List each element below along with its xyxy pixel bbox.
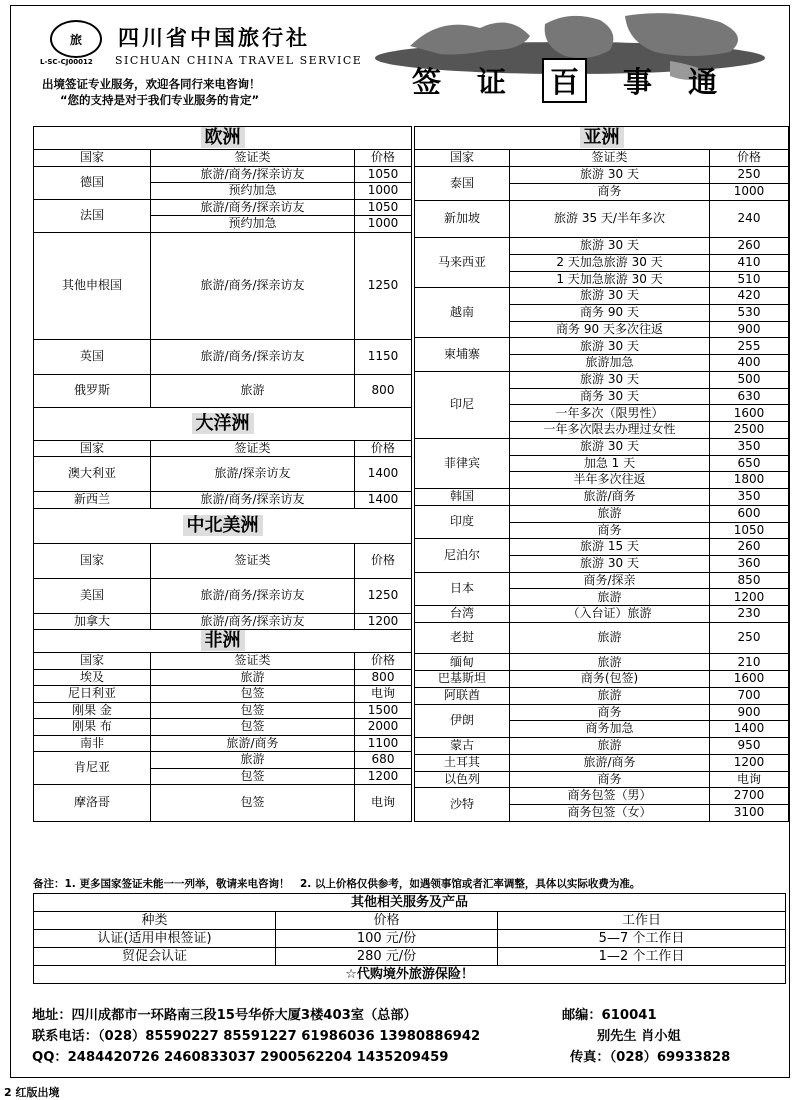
visa-cell: 包签 (151, 702, 355, 719)
visa-cell: 加急 1 天 (510, 455, 710, 472)
price-cell: 1250 (355, 578, 412, 613)
title-char: 证 (477, 64, 507, 99)
title-char: 百 (542, 58, 587, 103)
title-char: 签 (412, 64, 442, 99)
price-cell: 360 (710, 556, 789, 573)
visa-cell: 旅游加急 (510, 355, 710, 372)
col-header-price: 价格 (355, 440, 412, 457)
price-cell: 2500 (710, 422, 789, 439)
contact-block (32, 1005, 731, 1068)
title-char: 通 (688, 64, 718, 99)
price-cell: 350 (710, 489, 789, 506)
col-header-country: 国家 (34, 543, 151, 578)
visa-cell: （入台证）旅游 (510, 606, 710, 623)
visa-cell: 旅游 (151, 669, 355, 686)
right-price-table (414, 126, 789, 822)
col-header-price: 价格 (355, 653, 412, 670)
address: 地址：四川成都市一环路南三段15号华侨大厦3楼403室（总部） (32, 1008, 417, 1023)
left-price-table (33, 126, 412, 822)
price-cell: 500 (710, 371, 789, 388)
price-cell: 650 (710, 455, 789, 472)
postcode: 邮编：610041 (562, 1008, 657, 1023)
col-header-price: 价格 (355, 150, 412, 167)
country-cell: 巴基斯坦 (415, 671, 510, 688)
country-cell: 老挝 (415, 622, 510, 653)
visa-cell: 商务/探亲 (510, 572, 710, 589)
price-cell: 1800 (710, 472, 789, 489)
country-cell: 土耳其 (415, 754, 510, 771)
country-cell: 以色列 (415, 771, 510, 788)
country-cell: 德国 (34, 166, 151, 199)
price-cell: 1150 (355, 339, 412, 374)
section-title-africa: 非洲 (34, 630, 412, 653)
visa-cell: 商务 (510, 522, 710, 539)
price-cell: 1200 (710, 754, 789, 771)
country-cell: 澳大利亚 (34, 457, 151, 492)
country-cell: 俄罗斯 (34, 374, 151, 407)
country-cell: 菲律宾 (415, 438, 510, 488)
price-cell: 510 (710, 271, 789, 288)
col-header-visa: 签证类 (151, 150, 355, 167)
visa-cell: 包签 (151, 686, 355, 703)
country-cell: 蒙古 (415, 738, 510, 755)
brand-name: 四川省中国旅行社 (118, 25, 310, 50)
price-cell: 3100 (710, 805, 789, 822)
price-cell: 1100 (355, 735, 412, 752)
visa-cell: 旅游/探亲访友 (151, 457, 355, 492)
country-cell: 摩洛哥 (34, 785, 151, 822)
col-header-visa: 签证类 (151, 653, 355, 670)
visa-cell: 旅游/商务/探亲访友 (151, 578, 355, 613)
phone-numbers: 联系电话：（028）85590227 85591227 61986036 13980886942 (32, 1029, 481, 1044)
visa-cell: 预约加急 (151, 216, 355, 233)
price-cell: 530 (710, 305, 789, 322)
col-header-country: 国家 (34, 653, 151, 670)
visa-cell: 旅游 35 天/半年多次 (510, 200, 710, 238)
notes: 备注：1. 更多国家签证未能一一列举，敬请来电咨询！ 2. 以上价格仅供参考，如遇领事馆或者汇率调整，具体以实际收费为准。 (33, 878, 641, 890)
visa-cell: 旅游 (151, 752, 355, 769)
col-header-visa: 签证类 (510, 150, 710, 167)
country-cell: 新西兰 (34, 492, 151, 509)
country-cell: 其他申根国 (34, 232, 151, 339)
visa-cell: 旅游/商务/探亲访友 (151, 232, 355, 339)
price-cell: 电询 (355, 686, 412, 703)
col-header-country: 国家 (415, 150, 510, 167)
service-price: 280 元/份 (276, 948, 498, 966)
visa-cell: 商务 90 天 (510, 305, 710, 322)
country-cell: 阿联酋 (415, 687, 510, 704)
price-cell: 1250 (355, 232, 412, 339)
visa-cell: 旅游 (510, 622, 710, 653)
price-cell: 410 (710, 254, 789, 271)
other-header-type: 种类 (34, 912, 276, 930)
service-days: 1—2 个工作日 (498, 948, 786, 966)
price-cell: 1400 (710, 721, 789, 738)
country-cell: 英国 (34, 339, 151, 374)
price-cell: 1050 (355, 199, 412, 216)
country-cell: 马来西亚 (415, 238, 510, 288)
visa-cell: 商务 30 天 (510, 388, 710, 405)
country-cell: 泰国 (415, 167, 510, 200)
col-header-visa: 签证类 (151, 440, 355, 457)
country-cell: 尼泊尔 (415, 539, 510, 572)
price-cell: 1000 (355, 216, 412, 233)
price-cell: 250 (710, 167, 789, 184)
visa-cell: 旅游 30 天 (510, 556, 710, 573)
visa-cell: 包签 (151, 768, 355, 785)
visa-cell: 商务 (510, 183, 710, 200)
country-cell: 沙特 (415, 788, 510, 822)
price-cell: 230 (710, 606, 789, 623)
service-price: 100 元/份 (276, 930, 498, 948)
price-cell: 1600 (710, 405, 789, 422)
contact-persons: 别先生 肖小姐 (597, 1029, 681, 1044)
visa-cell: 旅游 30 天 (510, 338, 710, 355)
price-cell: 800 (355, 374, 412, 407)
visa-cell: 商务包签（男） (510, 788, 710, 805)
country-cell: 越南 (415, 288, 510, 338)
col-header-country: 国家 (34, 150, 151, 167)
visa-cell: 旅游 (510, 654, 710, 671)
price-cell: 1400 (355, 457, 412, 492)
price-cell: 255 (710, 338, 789, 355)
country-cell: 加拿大 (34, 613, 151, 630)
country-cell: 南非 (34, 735, 151, 752)
country-cell: 法国 (34, 199, 151, 232)
service-name: 认证(适用申根签证) (34, 930, 276, 948)
price-cell: 1050 (710, 522, 789, 539)
price-cell: 2700 (710, 788, 789, 805)
price-cell: 800 (355, 669, 412, 686)
price-cell: 1050 (355, 166, 412, 183)
country-cell: 尼日利亚 (34, 686, 151, 703)
visa-cell: 2 天加急旅游 30 天 (510, 254, 710, 271)
visa-cell: 旅游/商务 (151, 735, 355, 752)
price-cell: 900 (710, 704, 789, 721)
col-header-visa: 签证类 (151, 543, 355, 578)
country-cell: 台湾 (415, 606, 510, 623)
visa-cell: 旅游/商务 (510, 489, 710, 506)
visa-cell: 旅游 30 天 (510, 167, 710, 184)
price-cell: 950 (710, 738, 789, 755)
visa-cell: 商务加急 (510, 721, 710, 738)
country-cell: 刚果 金 (34, 702, 151, 719)
country-cell: 韩国 (415, 489, 510, 506)
visa-cell: 旅游/商务 (510, 754, 710, 771)
price-cell: 850 (710, 572, 789, 589)
slogan-line-1: 出境签证专业服务，欢迎各同行来电咨询！ (42, 77, 261, 91)
price-cell: 1200 (355, 613, 412, 630)
visa-cell: 半年多次往返 (510, 472, 710, 489)
section-title-oceania: 大洋洲 (34, 407, 412, 440)
price-cell: 2000 (355, 719, 412, 736)
price-cell: 700 (710, 687, 789, 704)
visa-cell: 旅游/商务/探亲访友 (151, 613, 355, 630)
country-cell: 美国 (34, 578, 151, 613)
price-cell: 1000 (355, 183, 412, 200)
price-cell: 电询 (355, 785, 412, 822)
price-cell: 1400 (355, 492, 412, 509)
service-name: 贸促会认证 (34, 948, 276, 966)
visa-cell: 商务包签（女） (510, 805, 710, 822)
visa-cell: 旅游 (510, 505, 710, 522)
visa-cell: 商务 (510, 771, 710, 788)
visa-cell: 包签 (151, 719, 355, 736)
price-cell: 1200 (355, 768, 412, 785)
price-cell: 250 (710, 622, 789, 653)
visa-cell: 旅游/商务/探亲访友 (151, 492, 355, 509)
service-days: 5—7 个工作日 (498, 930, 786, 948)
price-cell: 350 (710, 438, 789, 455)
license-number: L-SC-CJ00012 (40, 58, 93, 66)
country-cell: 缅甸 (415, 654, 510, 671)
country-cell: 印度 (415, 505, 510, 538)
visa-cell: 旅游 (510, 738, 710, 755)
visa-cell: 旅游 30 天 (510, 371, 710, 388)
visa-cell: 旅游/商务/探亲访友 (151, 199, 355, 216)
country-cell: 新加坡 (415, 200, 510, 238)
title-char: 事 (623, 64, 653, 99)
page-title (412, 62, 717, 98)
price-cell: 1500 (355, 702, 412, 719)
visa-cell: 旅游/商务/探亲访友 (151, 166, 355, 183)
visa-cell: 商务(包签) (510, 671, 710, 688)
visa-cell: 商务 90 天多次往返 (510, 321, 710, 338)
other-services-title: 其他相关服务及产品 (34, 894, 786, 912)
price-cell: 420 (710, 288, 789, 305)
price-cell: 电询 (710, 771, 789, 788)
visa-cell: 旅游 (151, 374, 355, 407)
price-cell: 400 (710, 355, 789, 372)
country-cell: 伊朗 (415, 704, 510, 737)
visa-cell: 旅游/商务/探亲访友 (151, 339, 355, 374)
price-cell: 260 (710, 539, 789, 556)
price-cell: 1000 (710, 183, 789, 200)
price-cell: 630 (710, 388, 789, 405)
visa-cell: 旅游 30 天 (510, 238, 710, 255)
country-cell: 肯尼亚 (34, 752, 151, 785)
visa-cell: 预约加急 (151, 183, 355, 200)
visa-cell: 包签 (151, 785, 355, 822)
visa-cell: 一年多次（限男性） (510, 405, 710, 422)
section-title-asia: 亚洲 (415, 127, 789, 150)
country-cell: 印尼 (415, 371, 510, 438)
section-title-americas: 中北美洲 (34, 508, 412, 543)
fax: 传真：（028）69933828 (570, 1050, 731, 1065)
other-header-days: 工作日 (498, 912, 786, 930)
visa-cell: 商务 (510, 704, 710, 721)
visa-cell: 旅游 (510, 589, 710, 606)
visa-cell: 旅游 30 天 (510, 438, 710, 455)
price-cell: 240 (710, 200, 789, 238)
country-cell: 埃及 (34, 669, 151, 686)
country-cell: 日本 (415, 572, 510, 605)
price-cell: 600 (710, 505, 789, 522)
insurance-note: ☆代购境外旅游保险！ (34, 966, 786, 984)
visa-cell: 旅游 (510, 687, 710, 704)
visa-cell: 旅游 30 天 (510, 288, 710, 305)
col-header-price: 价格 (710, 150, 789, 167)
price-cell: 260 (710, 238, 789, 255)
other-header-price: 价格 (276, 912, 498, 930)
col-header-country: 国家 (34, 440, 151, 457)
other-services-table (33, 893, 786, 984)
price-cell: 1200 (710, 589, 789, 606)
visa-cell: 旅游 15 天 (510, 539, 710, 556)
price-cell: 680 (355, 752, 412, 769)
price-cell: 210 (710, 654, 789, 671)
country-cell: 刚果 布 (34, 719, 151, 736)
price-cell: 1600 (710, 671, 789, 688)
country-cell: 柬埔寨 (415, 338, 510, 371)
col-header-price: 价格 (355, 543, 412, 578)
section-title-europe: 欧洲 (34, 127, 412, 150)
qq-numbers: QQ：2484420726 2460833037 2900562204 1435209459 (32, 1050, 449, 1065)
page-footer: 2 红版出境 (4, 1086, 60, 1099)
visa-cell: 一年多次限去办理过女性 (510, 422, 710, 439)
company-logo: 旅 (50, 20, 102, 58)
brand-name-en: SICHUAN CHINA TRAVEL SERVICE (115, 54, 363, 67)
visa-cell: 1 天加急旅游 30 天 (510, 271, 710, 288)
slogan-line-2: “您的支持是对于我们专业服务的肯定” (60, 93, 260, 107)
price-cell: 900 (710, 321, 789, 338)
